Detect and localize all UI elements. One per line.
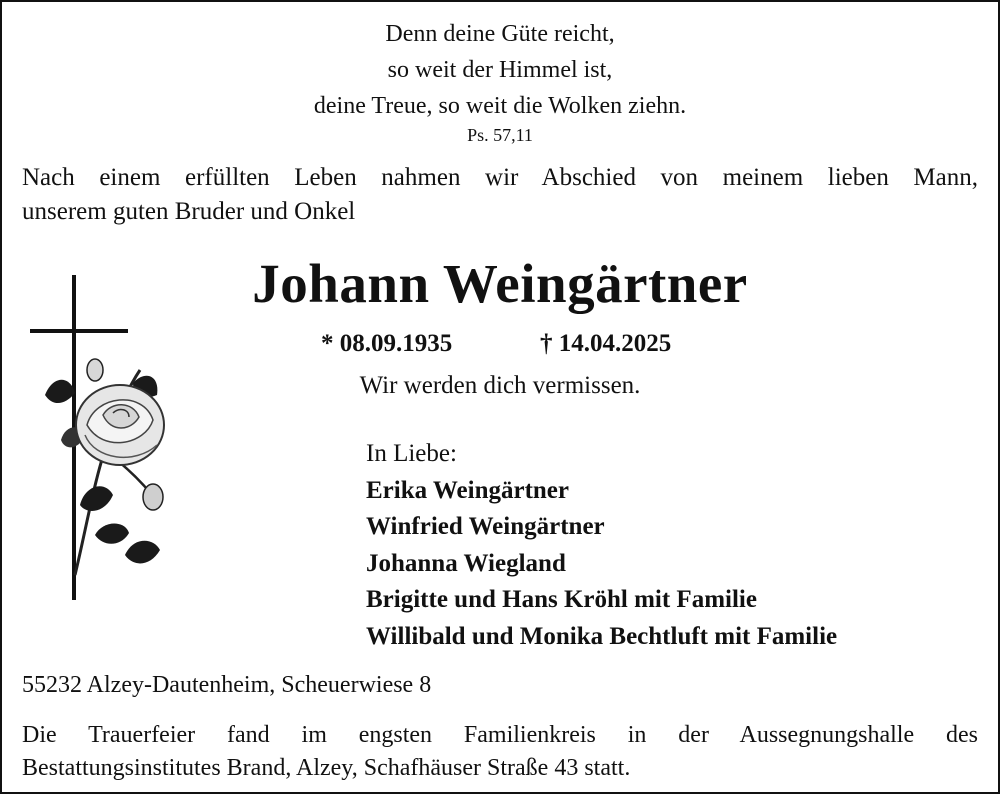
verse-reference: Ps. 57,11: [467, 125, 533, 145]
family-address: 55232 Alzey-Dautenheim, Scheuerwiese 8: [22, 672, 432, 698]
farewell-text: Wir werden dich vermissen.: [359, 372, 641, 399]
birth-date: * 08.09.1935: [321, 330, 453, 357]
intro-text: [22, 161, 978, 229]
mourner-name: Willibald und Monika Bechtluft mit Familie: [366, 622, 838, 650]
mourners-list: [366, 436, 837, 655]
intro-line: Nach einem erfüllten Leben nahmen wir Abschied von meinem lieben Mann,: [22, 164, 978, 191]
service-line: Die Trauerfeier fand im engsten Familienkreis in der Aussegnungshalle des: [22, 722, 978, 748]
service-line: Bestattungsinstitutes Brand, Alzey, Schafhäuser Straße 43 statt.: [22, 755, 631, 781]
funeral-service-note: [22, 719, 978, 785]
verse-line: so weit der Himmel ist,: [387, 57, 613, 83]
death-date: † 14.04.2025: [540, 330, 672, 357]
cross-with-rose-icon: [25, 275, 185, 600]
verse-line: Denn deine Güte reicht,: [385, 21, 615, 47]
mourner-name: Erika Weingärtner: [366, 476, 570, 504]
intro-line: unserem guten Bruder und Onkel: [22, 198, 356, 225]
mourner-name: Winfried Weingärtner: [366, 513, 605, 540]
deceased-name: Johann Weingärtner: [252, 253, 748, 314]
mourner-name: Brigitte und Hans Kröhl mit Familie: [366, 586, 757, 613]
bible-verse: [0, 16, 1000, 124]
mourners-label: In Liebe:: [366, 440, 457, 467]
verse-line: deine Treue, so weit die Wolken ziehn.: [313, 93, 687, 119]
mourner-name: Johanna Wiegland: [366, 549, 566, 577]
